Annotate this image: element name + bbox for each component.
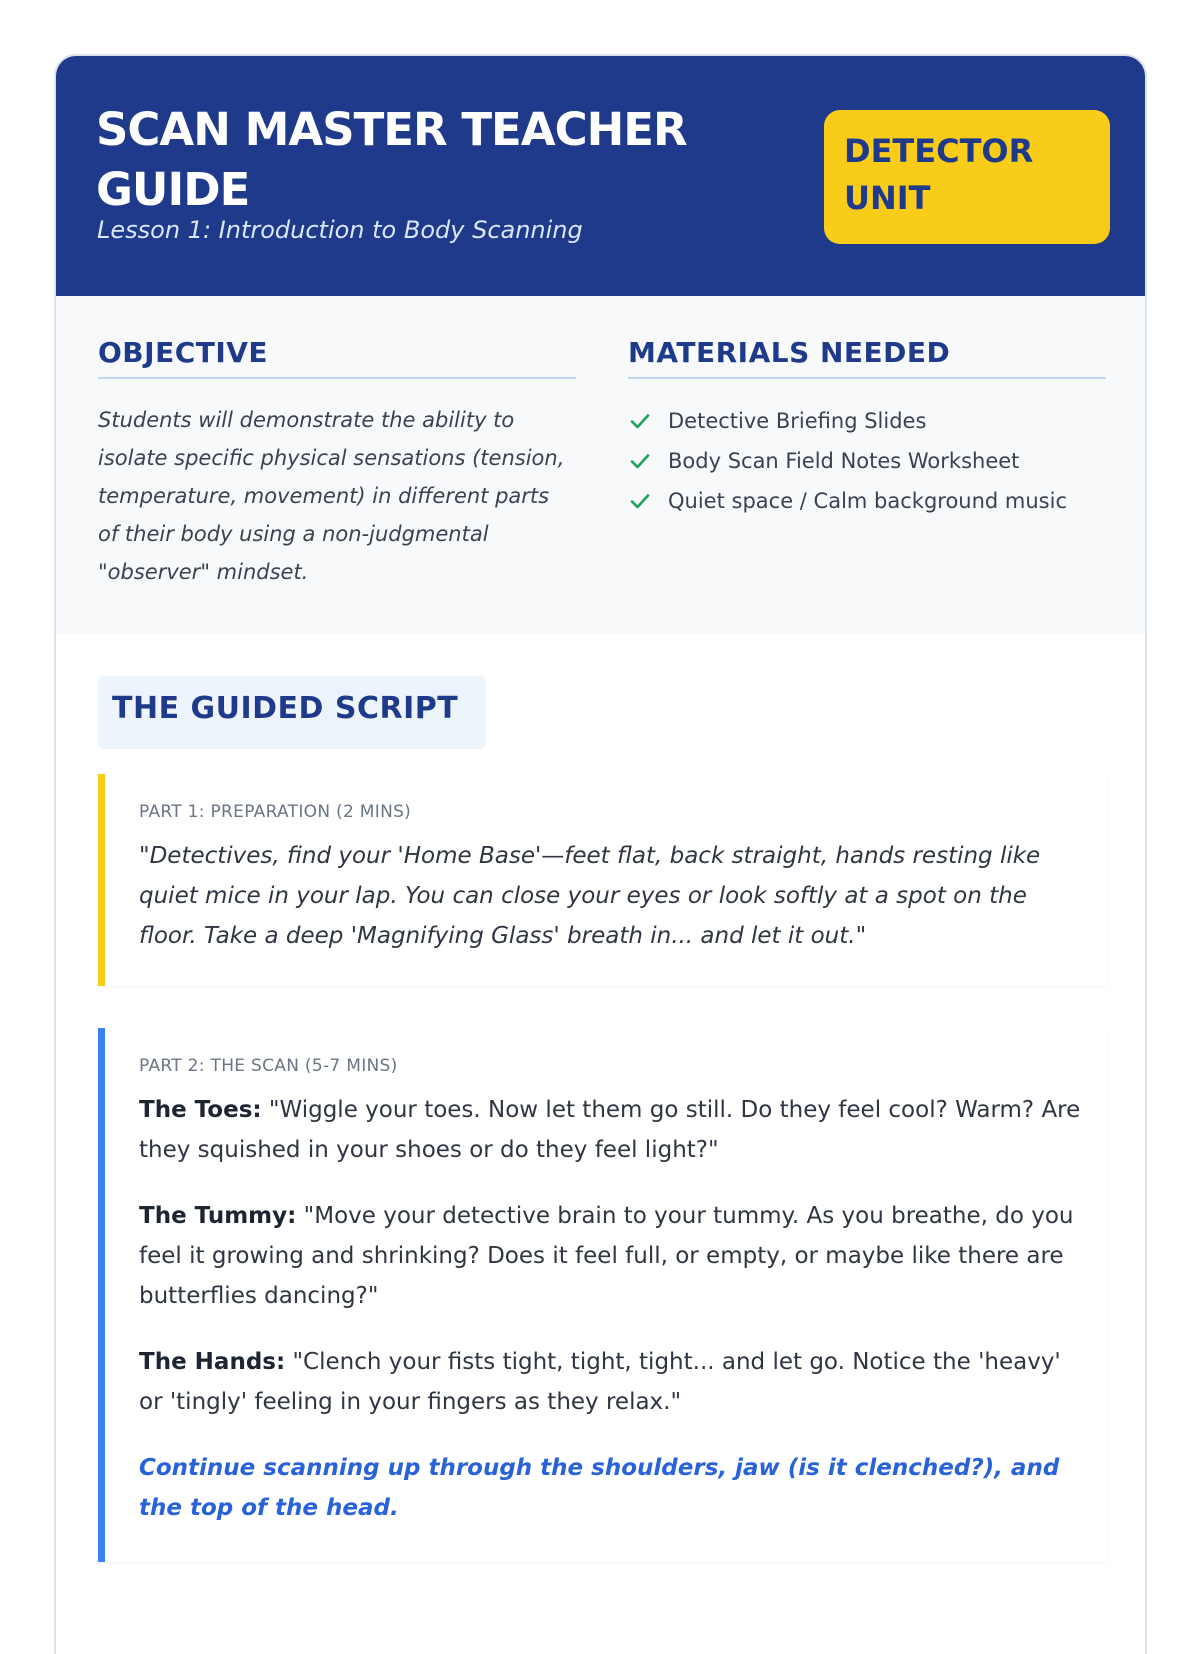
objective-text: Students will demonstrate the ability to isolate specific physical sensations (tension, temperature, movement) in different parts of their body using a non-judgmental "observer" mindset. (98, 408, 565, 584)
unit-badge-label: DETECTOR UNIT (844, 132, 1034, 217)
materials-list (628, 401, 1106, 521)
script-section-heading (98, 676, 486, 749)
script-part-scan (98, 1028, 1107, 1562)
overview-section (56, 296, 1145, 634)
material-item-label: Body Scan Field Notes Worksheet (668, 449, 1020, 473)
scan-step-term: The Hands: (139, 1349, 286, 1375)
script-part-preparation (98, 774, 1107, 986)
scan-step-term: The Toes: (139, 1097, 262, 1123)
scan-step-text: "Clench your fists tight, tight, tight... and let go. Notice the 'heavy' or 'tingly' feeling in your fingers as they relax." (139, 1349, 1061, 1415)
objective-heading: OBJECTIVE (98, 336, 576, 379)
lesson-card (54, 54, 1147, 1654)
lesson-subtitle: Lesson 1: Introduction to Body Scanning (97, 216, 583, 244)
guide-title: SCAN MASTER TEACHER GUIDE (96, 103, 687, 216)
material-item-label: Quiet space / Calm background music (668, 489, 1067, 513)
scan-step-tummy (139, 1196, 1081, 1316)
checkmark-icon (628, 409, 652, 433)
scan-step-text: "Wiggle your toes. Now let them go still. Do they feel cool? Warm? Are they squished in your shoes or do they feel light?" (139, 1097, 1081, 1163)
list-item (628, 481, 1106, 521)
part-label: PART 2: THE SCAN (5-7 MINS) (139, 1056, 398, 1076)
continue-scanning-note: Continue scanning up through the shoulders, jaw (is it clenched?), and the top of the head. (139, 1455, 1060, 1521)
script-heading-label: THE GUIDED SCRIPT (112, 691, 459, 726)
guide-header (56, 56, 1145, 296)
preparation-quote: "Detectives, find your 'Home Base'—feet flat, back straight, hands resting like quiet mice in your lap. You can close your eyes or look softly at a spot on the floor. Take a deep 'Magnifying Glass' breath in... and let it out." (139, 843, 1041, 949)
scan-step-text: "Move your detective brain to your tummy. As you breathe, do you feel it growing and shrinking? Does it feel full, or empty, or maybe like there are butterflies dancing?" (139, 1203, 1074, 1309)
unit-badge (824, 110, 1110, 244)
scan-step-term: The Tummy: (139, 1203, 297, 1229)
scan-step-toes (139, 1090, 1081, 1170)
checkmark-icon (628, 449, 652, 473)
scan-step-hands (139, 1342, 1081, 1422)
material-item-label: Detective Briefing Slides (668, 409, 927, 433)
list-item (628, 401, 1106, 441)
checkmark-icon (628, 489, 652, 513)
materials-column (628, 336, 1106, 521)
part-label: PART 1: PREPARATION (2 MINS) (139, 802, 412, 822)
materials-heading: MATERIALS NEEDED (628, 336, 1106, 379)
objective-column (98, 336, 576, 591)
list-item (628, 441, 1106, 481)
